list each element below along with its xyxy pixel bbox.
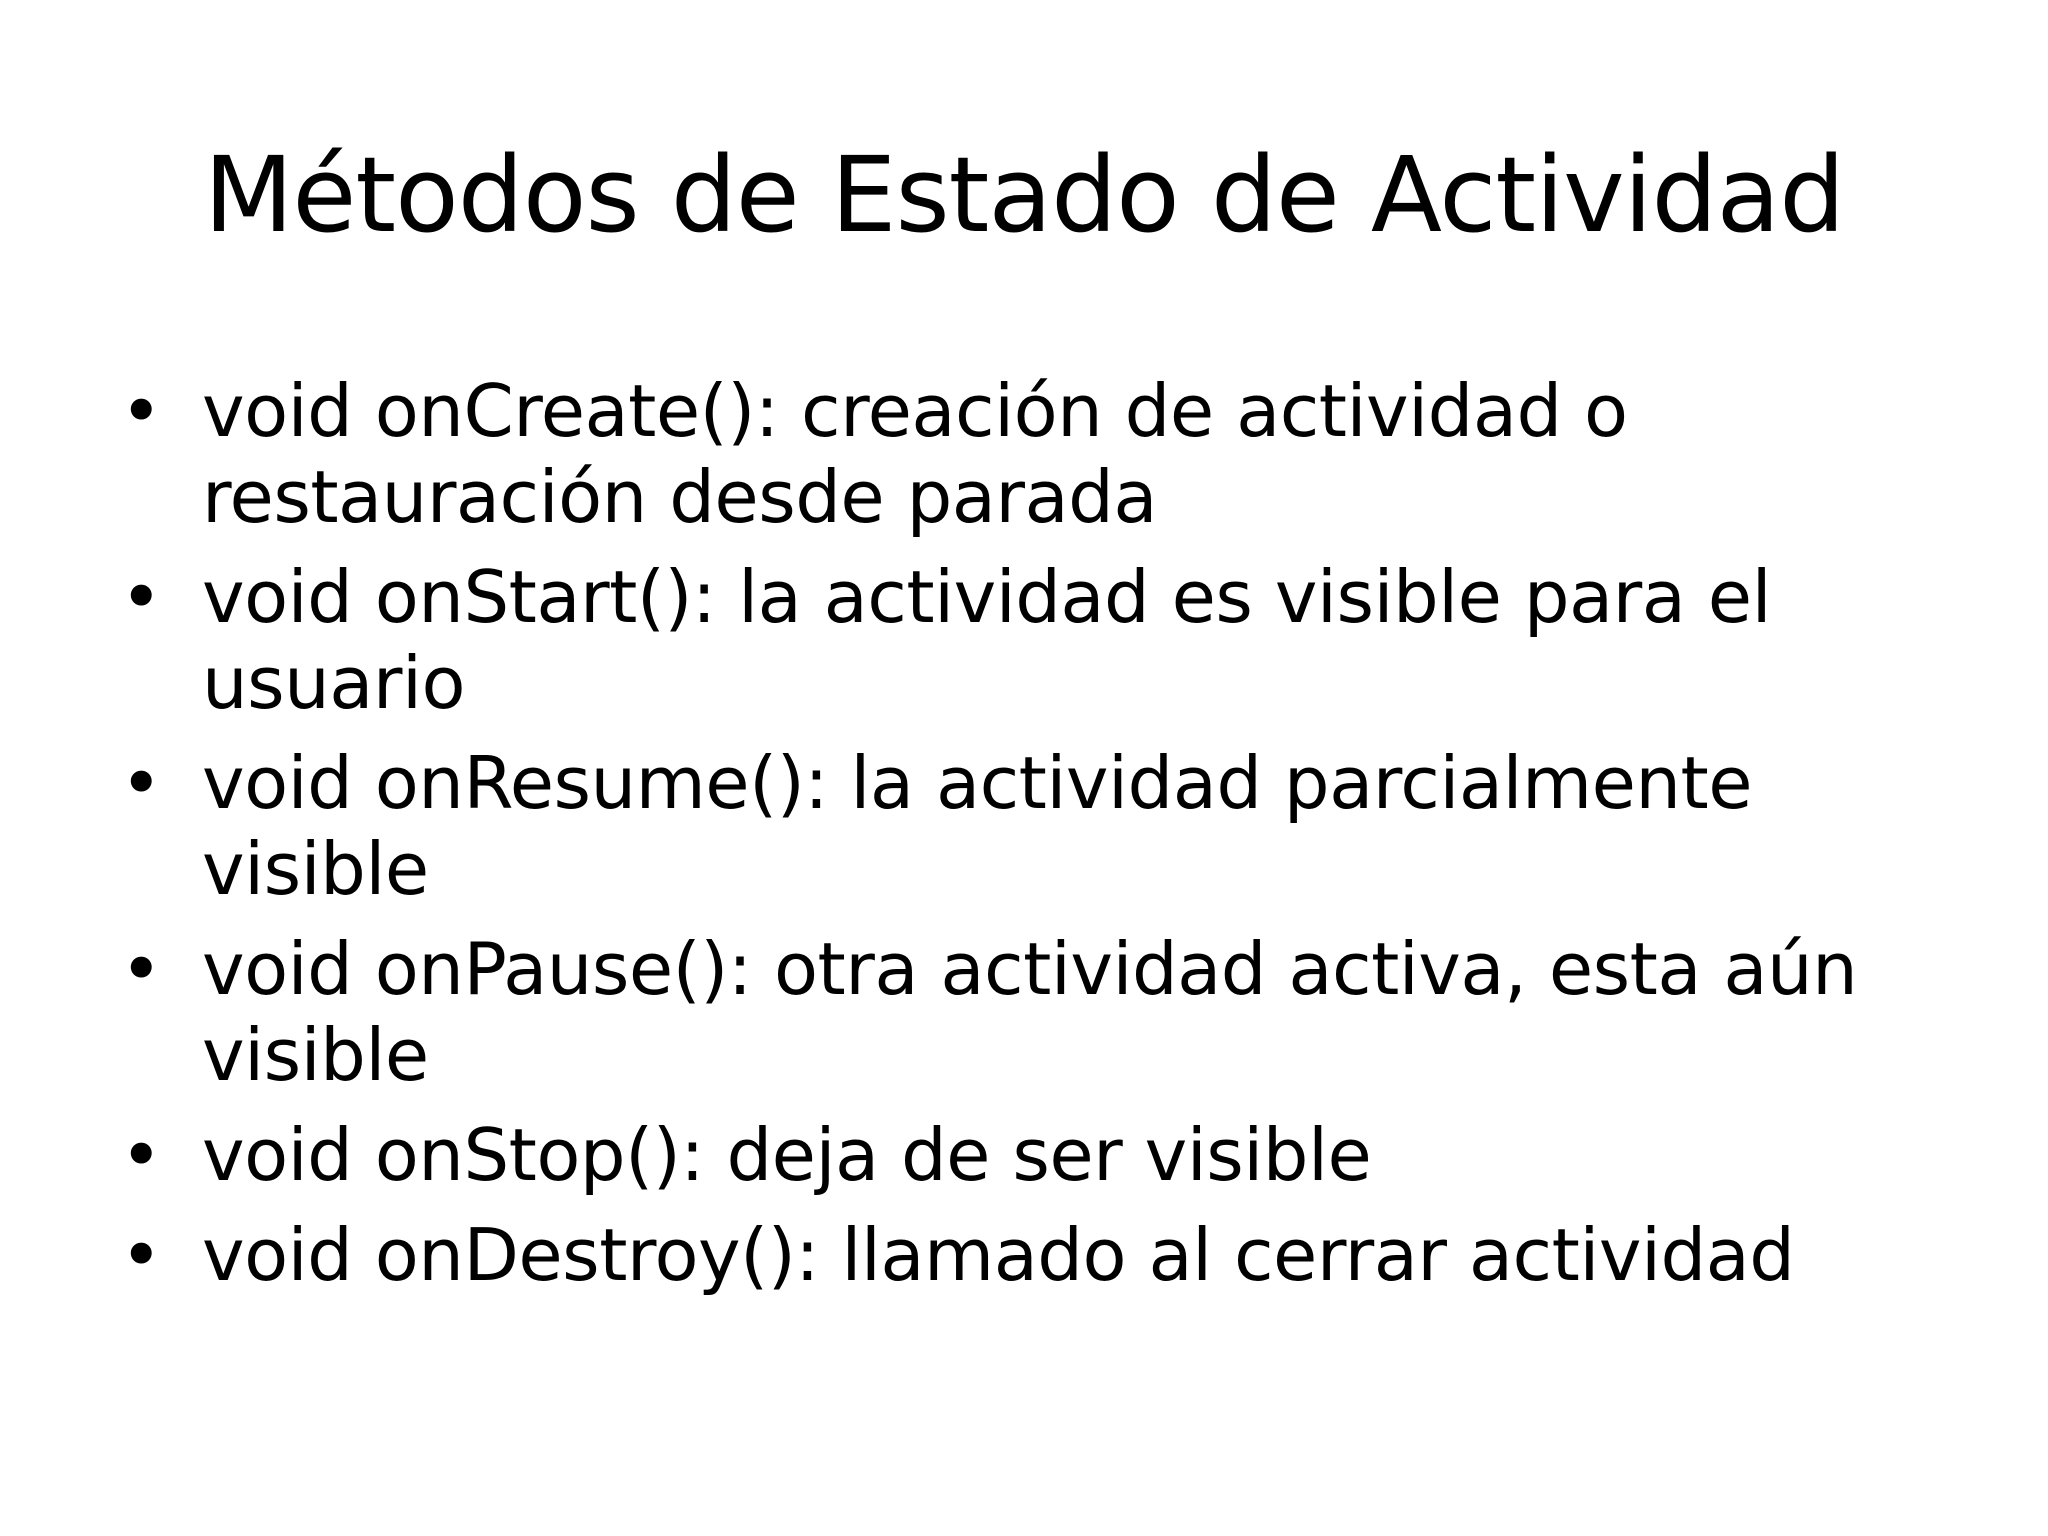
bullet-item-onpause bbox=[120, 926, 1900, 1098]
bullet-icon: • bbox=[120, 927, 162, 1011]
bullet-text: void onStart(): la actividad es visible para el usuario bbox=[202, 555, 1772, 725]
bullet-text: void onStop(): deja de ser visible bbox=[202, 1113, 1372, 1197]
bullet-icon: • bbox=[120, 1213, 162, 1297]
bullet-item-ondestroy bbox=[120, 1212, 1900, 1298]
bullet-icon: • bbox=[120, 369, 162, 453]
bullet-item-onresume bbox=[120, 740, 1900, 912]
bullet-text: void onDestroy(): llamado al cerrar actividad bbox=[202, 1213, 1795, 1297]
bullet-item-onstop bbox=[120, 1112, 1900, 1198]
bullet-item-onstart bbox=[120, 554, 1900, 726]
bullet-text: void onCreate(): creación de actividad o restauración desde parada bbox=[202, 369, 1628, 539]
bullet-icon: • bbox=[120, 1113, 162, 1197]
bullet-text: void onPause(): otra actividad activa, esta aún visible bbox=[202, 927, 1858, 1097]
bullet-list bbox=[120, 368, 1900, 1312]
bullet-text: void onResume(): la actividad parcialmente visible bbox=[202, 741, 1753, 911]
bullet-icon: • bbox=[120, 741, 162, 825]
slide-title: Métodos de Estado de Actividad bbox=[203, 134, 1845, 256]
bullet-icon: • bbox=[120, 555, 162, 639]
bullet-item-oncreate bbox=[120, 368, 1900, 540]
